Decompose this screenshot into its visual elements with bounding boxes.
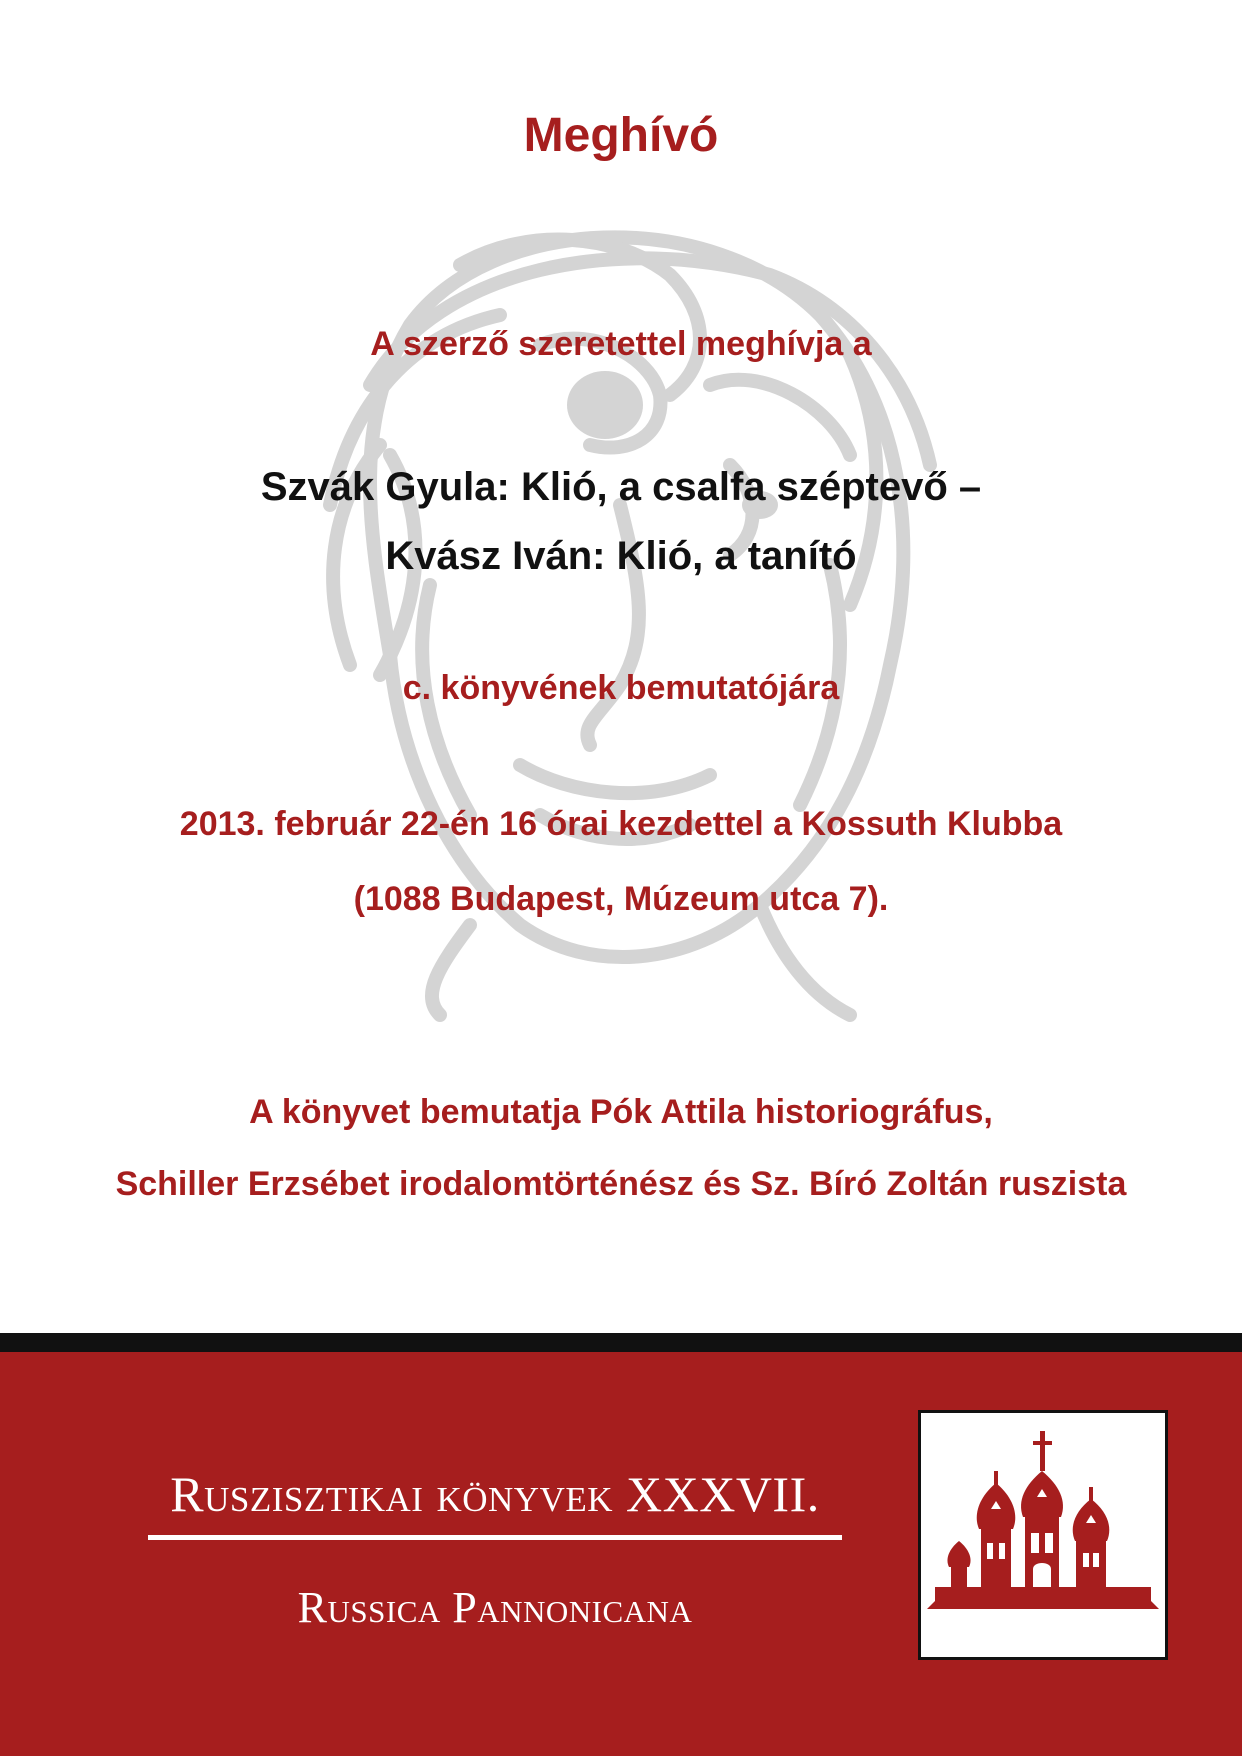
invitation-title: Meghívó bbox=[523, 109, 719, 162]
series-subtitle: Russica Pannonicana bbox=[297, 1583, 693, 1632]
event-date-line: 2013. február 22-én 16 órai kezdettel a Kossuth Klubba bbox=[179, 805, 1063, 843]
series-title: Ruszisztikai könyvek XXXVII. bbox=[170, 1466, 820, 1522]
book-title-line-2: Kvász Iván: Klió, a tanító bbox=[385, 534, 857, 578]
st-basils-cathedral-icon bbox=[921, 1413, 1165, 1657]
book-title-line-1: Szvák Gyula: Klió, a csalfa széptevő – bbox=[260, 465, 982, 509]
presenters-line-1: A könyvet bemutatja Pók Attila historiográfus, bbox=[249, 1093, 993, 1131]
presenters-line-2: Schiller Erzsébet irodalomtörténész és Sz. Bíró Zoltán ruszista bbox=[115, 1165, 1127, 1203]
series-rule bbox=[148, 1535, 842, 1540]
book-launch-subtitle: c. könyvének bemutatójára bbox=[402, 669, 840, 707]
footer-divider-bar bbox=[0, 1333, 1242, 1352]
publisher-logo bbox=[918, 1410, 1168, 1660]
invitation-intro: A szerző szeretettel meghívja a bbox=[370, 325, 872, 363]
event-address-line: (1088 Budapest, Múzeum utca 7). bbox=[353, 880, 889, 918]
